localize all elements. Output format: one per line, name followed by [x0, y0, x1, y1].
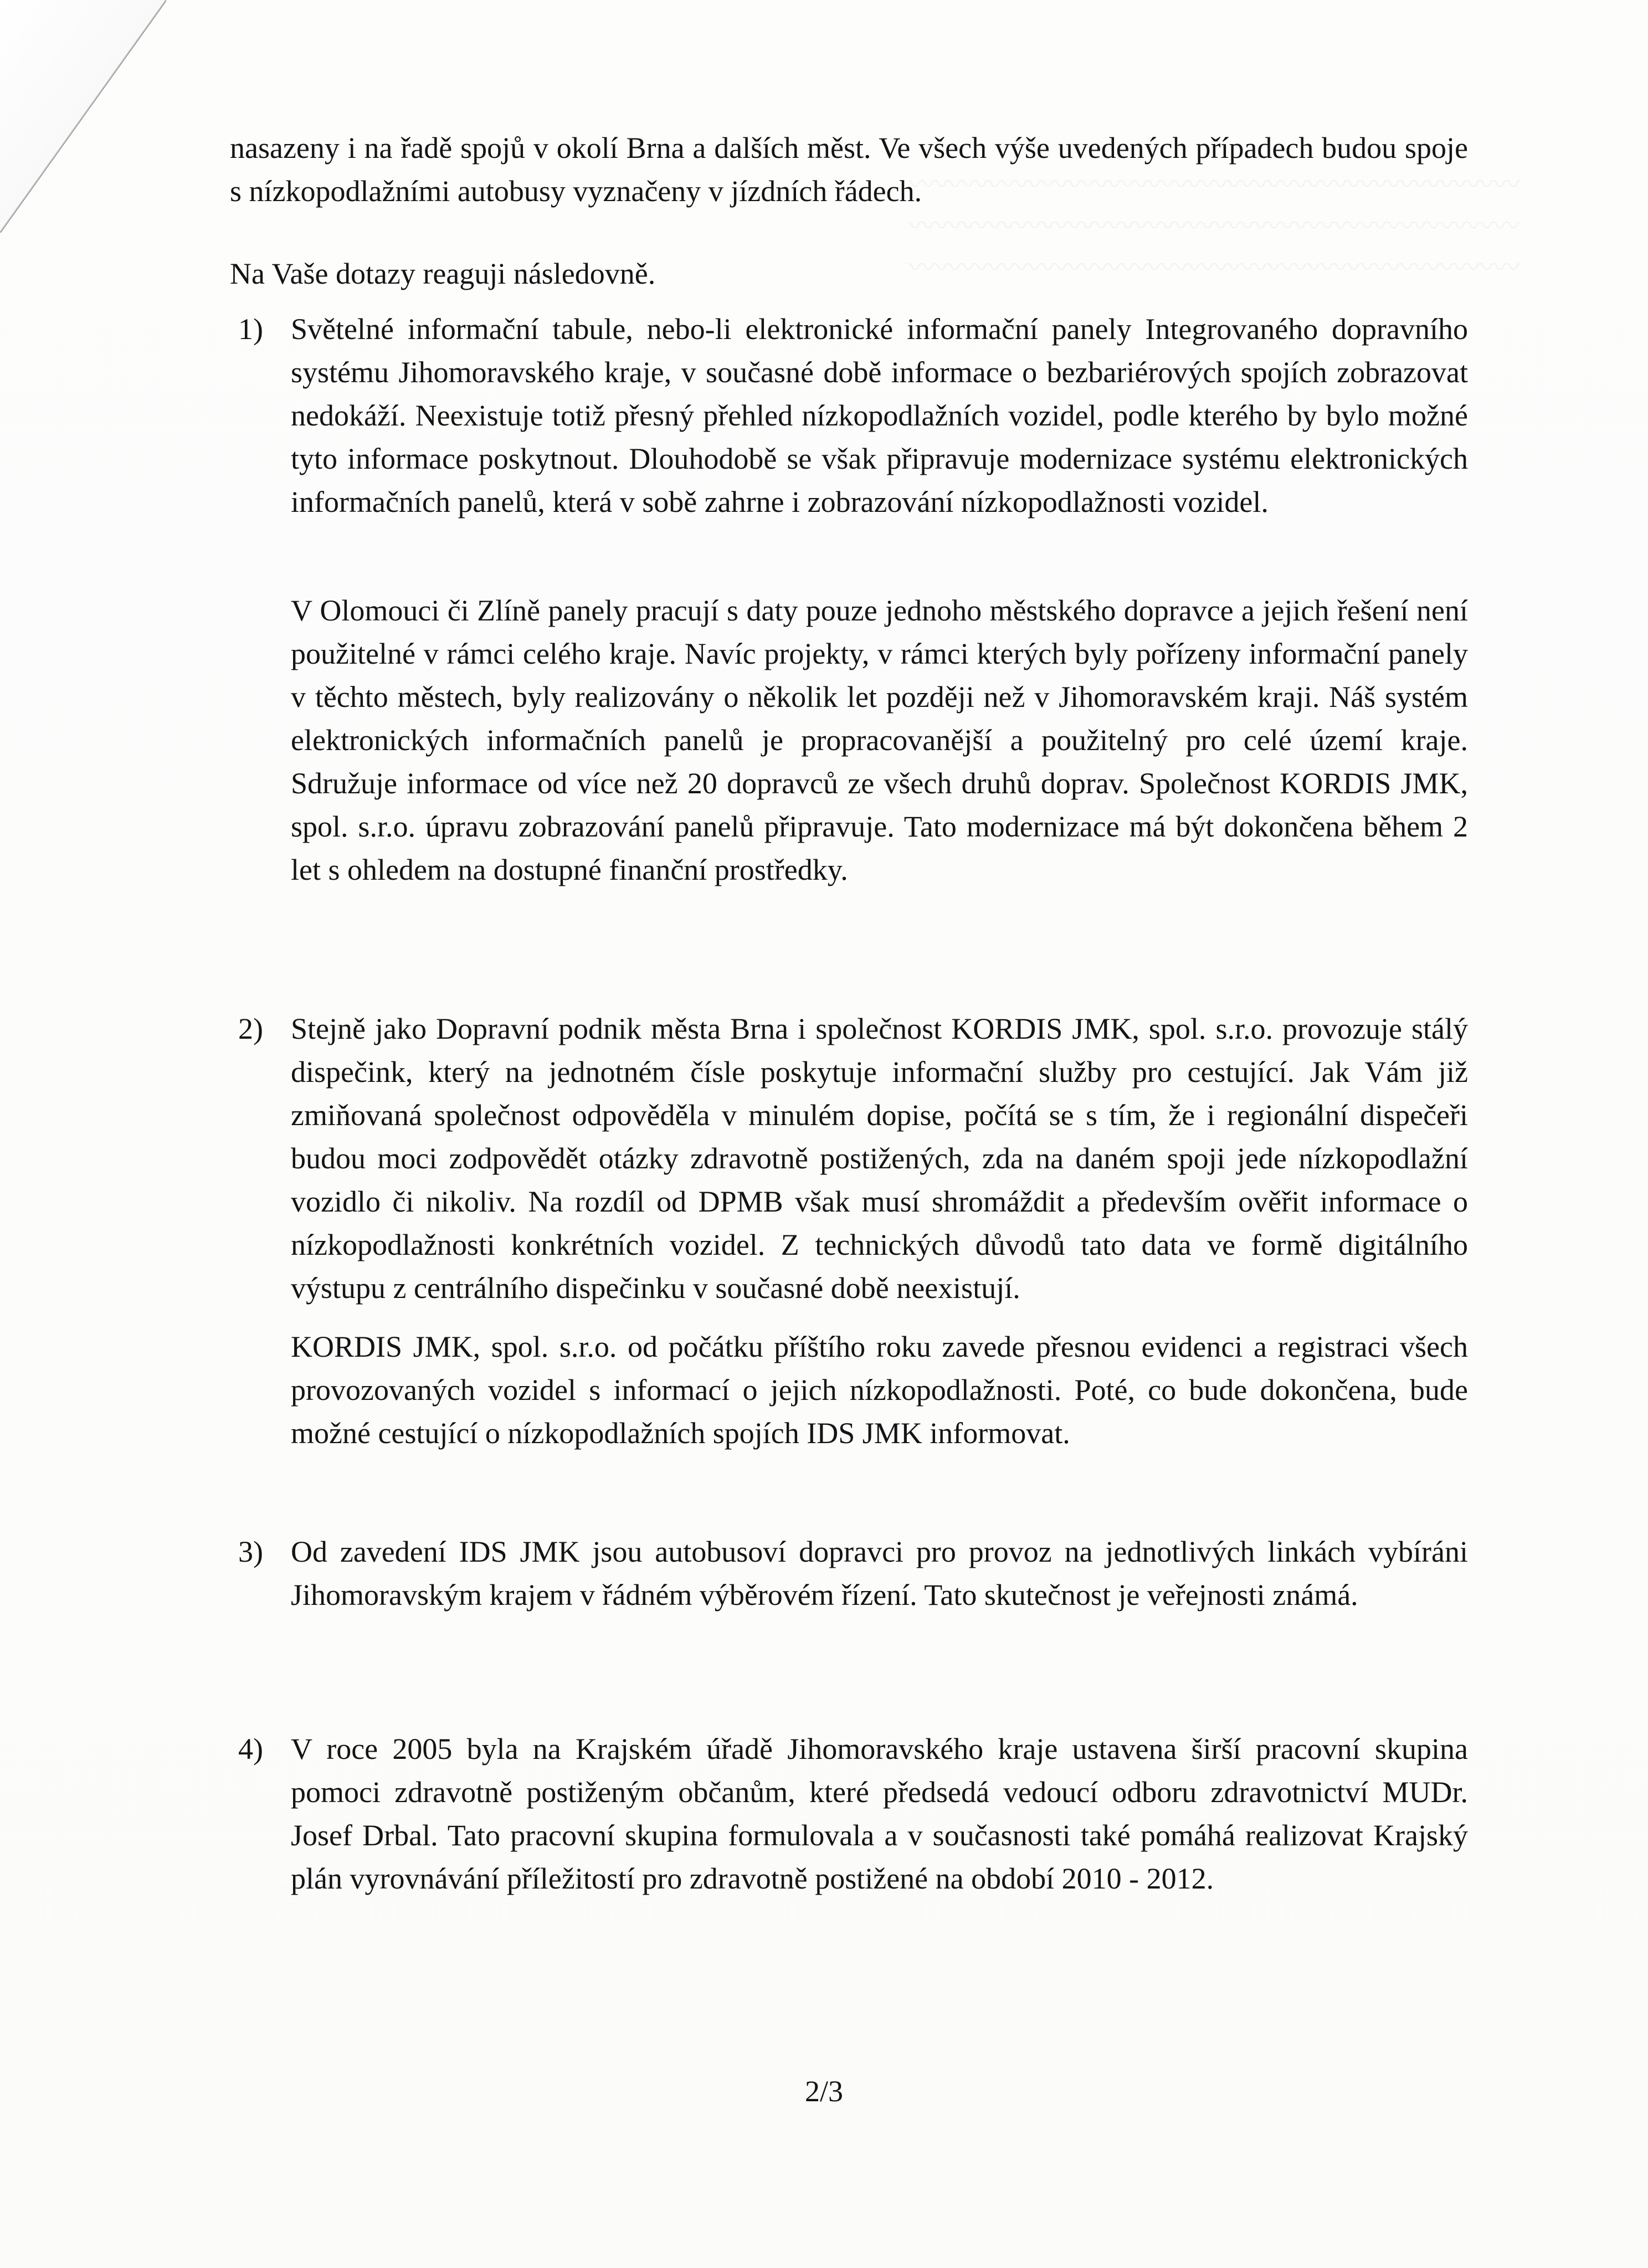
item-number: 1)	[238, 312, 263, 346]
item-number: 2)	[238, 1012, 263, 1045]
answer-item-2	[230, 1007, 1468, 1455]
item-number: 3)	[238, 1535, 263, 1568]
answer-item-3	[230, 1530, 1468, 1617]
corner-shadow-graphic	[0, 0, 166, 233]
intro-paragraph: nasazeny i na řadě spojů v okolí Brna a dalších měst. Ve všech výše uvedených případech budou spoje s nízkopodlažními autobusy vyznačeny v jízdních řádech.	[230, 131, 1468, 208]
lead-paragraph: Na Vaše dotazy reaguji následovně.	[230, 257, 656, 290]
item-number: 4)	[238, 1732, 263, 1766]
item-paragraph: Světelné informační tabule, nebo-li elektronické informační panely Integrovaného dopravního systému Jihomoravského kraje, v současné době informace o bezbariérových spojích zobrazovat nedokáží. Neexistuje totiž přesný přehled nízkopodlažních vozidel, podle kterého by bylo možné tyto informace poskytnout. Dlouhodobě se však připravuje modernizace systému elektronických informačních panelů, která v sobě zahrne i zobrazování nízkopodlažnosti vozidel.	[291, 312, 1468, 519]
item-paragraph: Od zavedení IDS JMK jsou autobusoví dopravci pro provoz na jednotlivých linkách vybíráni Jihomoravským krajem v řádném výběrovém řízení. Tato skutečnost je veřejnosti známá.	[291, 1535, 1468, 1612]
item-body	[291, 1007, 1468, 1455]
item-paragraph: KORDIS JMK, spol. s.r.o. od počátku příštího roku zavede přesnou evidenci a registraci všech provozovaných vozidel s informací o jejich nízkopodlažnosti. Poté, co bude dokončena, bude možné cestující o nízkopodlažních spojích IDS JMK informovat.	[291, 1330, 1468, 1450]
item-paragraph: V Olomouci či Zlíně panely pracují s daty pouze jednoho městského dopravce a jejich řešení není použitelné v rámci celého kraje. Navíc projekty, v rámci kterých byly pořízeny informační panely v těchto městech, byly realizovány o několik let později než v Jihomoravském kraji. Náš systém elektronických informačních panelů je propracovanější a použitelný pro celé území kraje. Sdružuje informace od více než 20 dopravců ze všech druhů doprav. Společnost KORDIS JMK, spol. s.r.o. úpravu zobrazování panelů připravuje. Tato modernizace má být dokončena během 2 let s ohledem na dostupné finanční prostředky.	[291, 594, 1468, 886]
bleed-through-text: 〰〰〰〰〰〰〰〰〰〰〰〰〰〰〰〰〰〰〰〰〰〰〰	[908, 253, 1521, 283]
answer-item-4	[230, 1727, 1468, 1900]
bleed-through-text: 〰〰〰〰〰〰〰〰〰〰〰〰〰〰〰〰〰〰〰〰〰〰〰	[908, 170, 1521, 199]
item-paragraph: V roce 2005 byla na Krajském úřadě Jihomoravského kraje ustavena širší pracovní skupina pomoci zdravotně postiženým občanům, které předsedá vedoucí odboru zdravotnictví MUDr. Josef Drbal. Tato pracovní skupina formulovala a v současnosti také pomáhá realizovat Krajský plán vyrovnávání příležitostí pro zdravotně postižené na období 2010 - 2012.	[291, 1732, 1468, 1895]
bleed-through-text: 〰〰〰〰〰〰〰〰〰〰〰〰〰〰〰〰〰〰〰〰〰〰〰	[908, 212, 1521, 241]
item-paragraph: Stejně jako Dopravní podnik města Brna i společnost KORDIS JMK, spol. s.r.o. provozuje stálý dispečink, který na jednotném čísle poskytuje informační služby pro cestující. Jak Vám již zmiňovaná společnost odpověděla v minulém dopise, počítá se s tím, že i regionální dispečeři budou moci zodpovědět otázky zdravotně postižených, zda na daném spoji jede nízkopodlažní vozidlo či nikoliv. Na rozdíl od DPMB však musí shromáždit a především ověřit informace o nízkopodlažnosti konkrétních vozidel. Z technických důvodů tato data ve formě digitálního výstupu z centrálního dispečinku v současné době neexistují.	[291, 1012, 1468, 1305]
page-number: 2/3	[804, 2075, 843, 2108]
item-body	[291, 1530, 1468, 1617]
page-corner-shadow	[0, 0, 166, 233]
item-body	[291, 307, 1468, 891]
item-body	[291, 1727, 1468, 1900]
answer-item-1	[230, 307, 1468, 891]
